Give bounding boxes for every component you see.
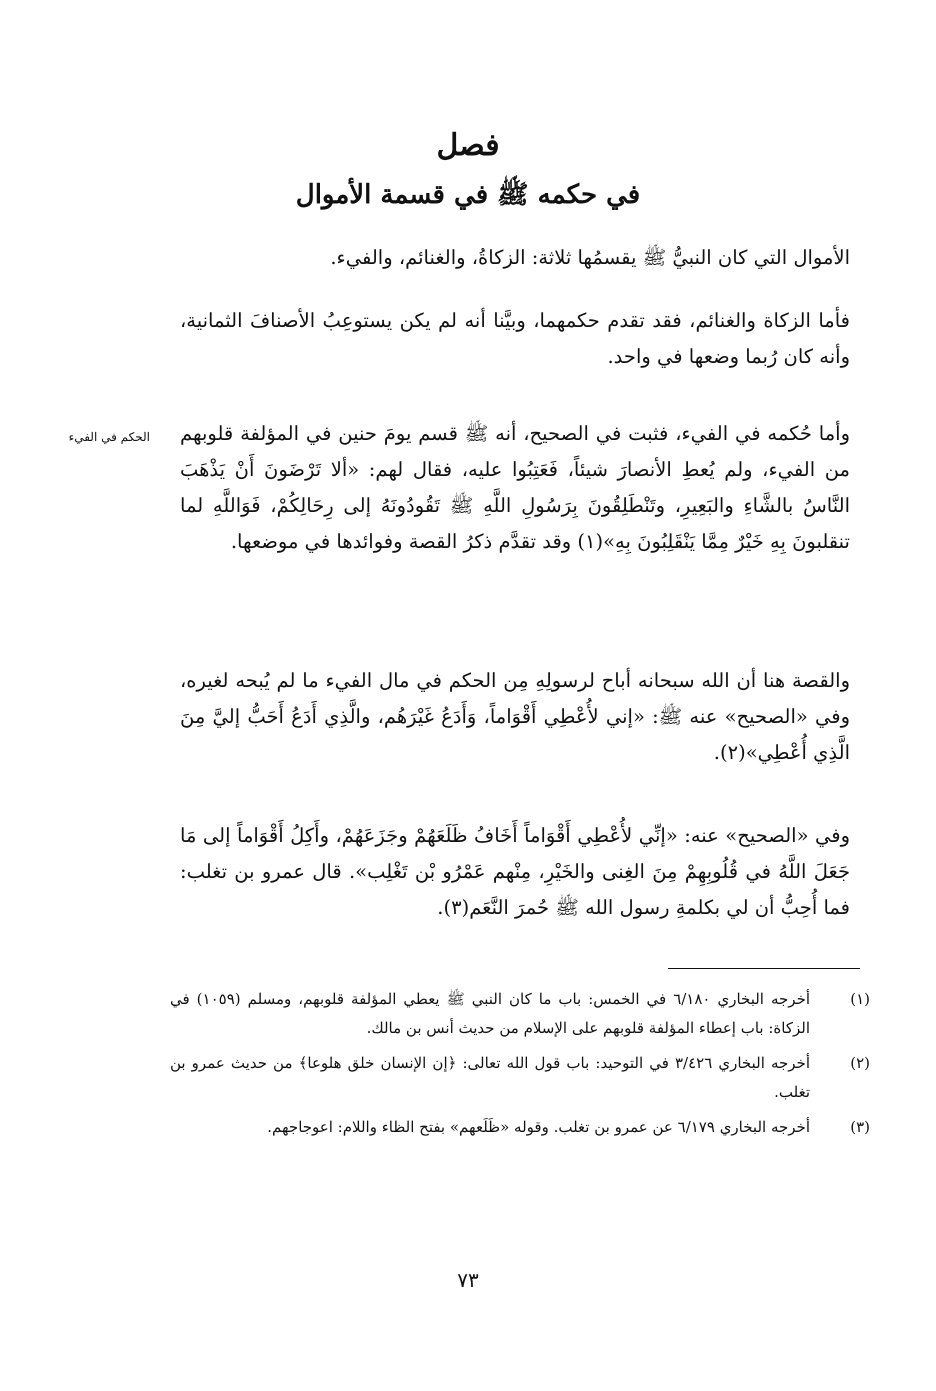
paragraph-3: وأما حُكمه في الفيء، فثبت في الصحيح، أنه ﷺ قسم يومَ حنين في المؤلفة قلوبهم من الفيء، ولم يُعطِ الأنصارَ شيئاً، فَعَتِبُوا عليه، فقال لهم: «ألا تَرْضَونَ أَنْ يَذْهَبَ النَّاسُ بالشَّاءِ والبَعِيرِ، وتَنْطَلِقُونَ بِرَسُولِ اللَّهِ ﷺ تَقُودُونَهُ إلى رِحَالِكُمْ، فَوَاللَّهِ لما تنقلبونَ بِهِ خَيْرٌ مِمَّا يَنْقَلِبُونَ بِهِ»(١) وقد تقدَّم ذكرُ القصة وفوائدها في موضعها. xyxy=(180,422,850,553)
footnote-text: أخرجه البخاري ٣/٤٢٦ في التوحيد: باب قول الله تعالى: ﴿إن الإنسان خلق هلوعا﴾ من حديث عمرو بن تغلب. xyxy=(170,1054,810,1101)
footnote-number: (١) xyxy=(850,990,870,1008)
footnote-2 xyxy=(170,1049,870,1107)
footnote-number: (٣) xyxy=(850,1118,870,1136)
footnotes xyxy=(170,985,870,1148)
footnote-1 xyxy=(170,985,870,1043)
margin-note: الحكم في الفيء xyxy=(68,430,150,444)
paragraph-1: الأموال التي كان النبيُّ ﷺ يقسمُها ثلاثة: الزكاةُ، والغنائم، والفيء. xyxy=(330,246,850,269)
chapter-title: فصل xyxy=(436,128,500,163)
page-number: ٧٣ xyxy=(457,1268,479,1292)
footnote-number: (٢) xyxy=(850,1054,870,1072)
footnote-text: أخرجه البخاري ٦/١٨٠ في الخمس: باب ما كان النبي ﷺ يعطي المؤلفة قلوبهم، ومسلم (١٠٥٩) في الزكاة: باب إعطاء المؤلفة قلوبهم على الإسلام من حديث أنس بن مالك. xyxy=(170,990,811,1037)
footnote-3 xyxy=(170,1113,870,1142)
footnote-text: أخرجه البخاري ٦/١٧٩ عن عمرو بن تغلب. وقوله «ظَلَعهم» بفتح الظاء واللام: اعوجاجهم. xyxy=(267,1118,810,1136)
paragraph-5: وفي «الصحيح» عنه: «إنِّي لأُعْطِي أَقْوَاماً أَخَافُ ظَلَعَهُمْ وجَزَعَهُمْ، وأَكِلُ أَقْوَاماً إلى مَا جَعَلَ اللَّهُ في قُلُوبِهِمْ مِنَ الغِنى والخَيْرِ، مِنْهم عَمْرُو بْن تَغْلِب». قال عمرو بن تغلب: فما أُحِبُّ أن لي بكلمةِ رسول الله ﷺ حُمرَ النَّعَم(٣). xyxy=(180,824,850,919)
chapter-subtitle: في حكمه ﷺ في قسمة الأموال xyxy=(295,180,641,210)
footnote-separator xyxy=(668,968,860,969)
paragraph-2: فأما الزكاة والغنائم، فقد تقدم حكمهما، وبيَّنا أنه لم يكن يستوعِبُ الأصنافَ الثمانية، وأنه كان رُبما وضعها في واحد. xyxy=(180,309,850,368)
paragraph-4: والقصة هنا أن الله سبحانه أباح لرسولِهِ مِن الحكم في مال الفيء ما لم يُبحه لغيره، وفي «الصحيح» عنه ﷺ: «إني لأُعْطِي أَقْوَاماً، وَأَدَعُ غَيْرَهُم، والَّذِي أَدَعُ أَحَبُّ إليَّ مِنَ الَّذِي أُعْطِي»(٢). xyxy=(180,669,850,764)
